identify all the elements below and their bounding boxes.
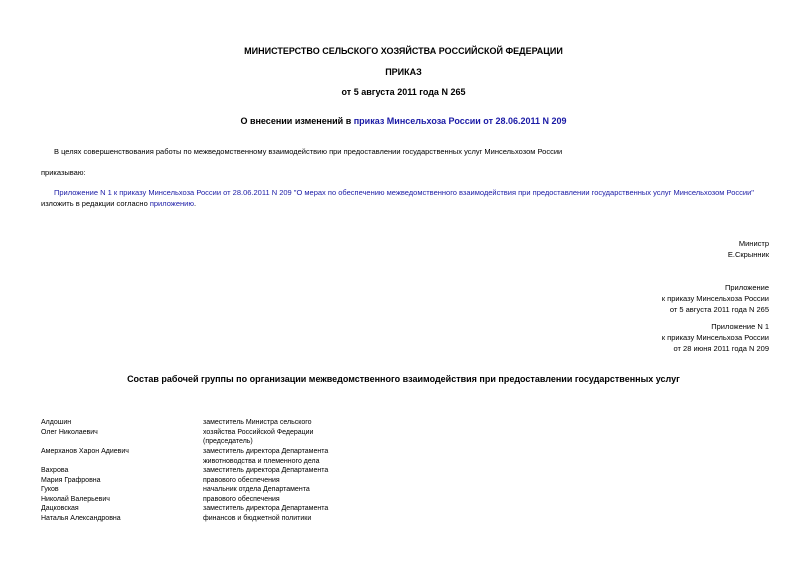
list-item bbox=[41, 447, 129, 457]
member-role-line: заместитель директора Департамента bbox=[203, 505, 329, 512]
appendix-link[interactable]: приложению bbox=[149, 199, 194, 208]
ministry-name: МИНИСТЕРСТВО СЕЛЬСКОГО ХОЗЯЙСТВА РОССИЙСКОЙ ФЕДЕРАЦИИ bbox=[244, 46, 563, 56]
list-item bbox=[41, 485, 110, 504]
list-item bbox=[41, 504, 121, 523]
list-item bbox=[203, 504, 328, 523]
appendix-order-date: от 5 августа 2011 года N 265 bbox=[669, 305, 769, 314]
order-item-text: изложить в редакции согласно bbox=[41, 199, 150, 208]
member-name-line: Амерханов Харон Адиевич bbox=[41, 448, 129, 455]
member-role-line: хозяйства Российской Федерации bbox=[203, 428, 314, 436]
member-role-line: правового обеспечения bbox=[203, 495, 280, 503]
list-item bbox=[203, 418, 313, 447]
appendix-order-link[interactable]: Приложение N 1 к приказу Минсельхоза России от 28.06.2011 N 209 "О мерах по обеспечению межведомственного взаимодействия при предоставлении государственных услуг Минсельхозом России" bbox=[54, 188, 754, 197]
member-name-line: Гуков bbox=[41, 486, 59, 493]
member-name-line: Наталья Александровна bbox=[41, 514, 121, 522]
title-order-link[interactable]: приказ Минсельхоза России от 28.06.2011 N 209 bbox=[353, 116, 567, 126]
appendix2-order-date: от 28 июня 2011 года N 209 bbox=[673, 344, 769, 353]
member-role-line: заместитель Министра сельского bbox=[203, 419, 312, 426]
member-name-line: Мария Графровна bbox=[41, 476, 101, 484]
title-prefix: О внесении изменений в bbox=[240, 116, 354, 126]
document-date-number: от 5 августа 2011 года N 265 bbox=[341, 87, 466, 97]
appendix-order-ref: к приказу Минсельхоза России bbox=[661, 294, 769, 303]
order-item-end: . bbox=[193, 199, 197, 208]
appendix2-order-ref: к приказу Минсельхоза России bbox=[661, 333, 769, 342]
order-word: приказываю: bbox=[41, 168, 86, 177]
order-item-paragraph bbox=[41, 187, 769, 209]
list-item bbox=[203, 485, 310, 504]
signature-name: Е.Скрынник bbox=[727, 250, 769, 259]
signature-position: Министр bbox=[738, 239, 769, 248]
member-role-line: заместитель директора Департамента bbox=[203, 467, 329, 474]
member-name-line: Вахрова bbox=[41, 467, 69, 474]
list-item bbox=[41, 466, 101, 485]
document-type: ПРИКАЗ bbox=[385, 67, 422, 77]
working-group-title: Состав рабочей группы по организации межведомственного взаимодействия при предоставлении государственных услуг bbox=[127, 374, 680, 384]
list-item bbox=[203, 466, 328, 485]
member-role-line: (председатель) bbox=[203, 438, 253, 445]
appendix2-label: Приложение N 1 bbox=[711, 322, 769, 331]
list-item bbox=[41, 418, 98, 437]
preamble-text: В целях совершенствования работы по межведомственному взаимодействию при предоставлении государственных услуг Минсельхозом России bbox=[54, 147, 563, 156]
member-name-line: Алдошин bbox=[41, 419, 72, 426]
member-role-line: правового обеспечения bbox=[203, 476, 280, 484]
appendix-label: Приложение bbox=[725, 283, 769, 292]
member-name-line: Олег Николаевич bbox=[41, 428, 98, 436]
member-role-line: финансов и бюджетной политики bbox=[203, 514, 312, 522]
member-name-line: Дацковская bbox=[41, 505, 79, 512]
member-role-line: начальник отдела Департамента bbox=[203, 486, 310, 493]
list-item bbox=[203, 447, 328, 466]
member-name-line: Николай Валерьевич bbox=[41, 495, 110, 503]
document-title bbox=[0, 116, 807, 126]
member-role-line: животноводства и племенного дела bbox=[203, 457, 320, 465]
member-role-line: заместитель директора Департамента bbox=[203, 448, 329, 455]
